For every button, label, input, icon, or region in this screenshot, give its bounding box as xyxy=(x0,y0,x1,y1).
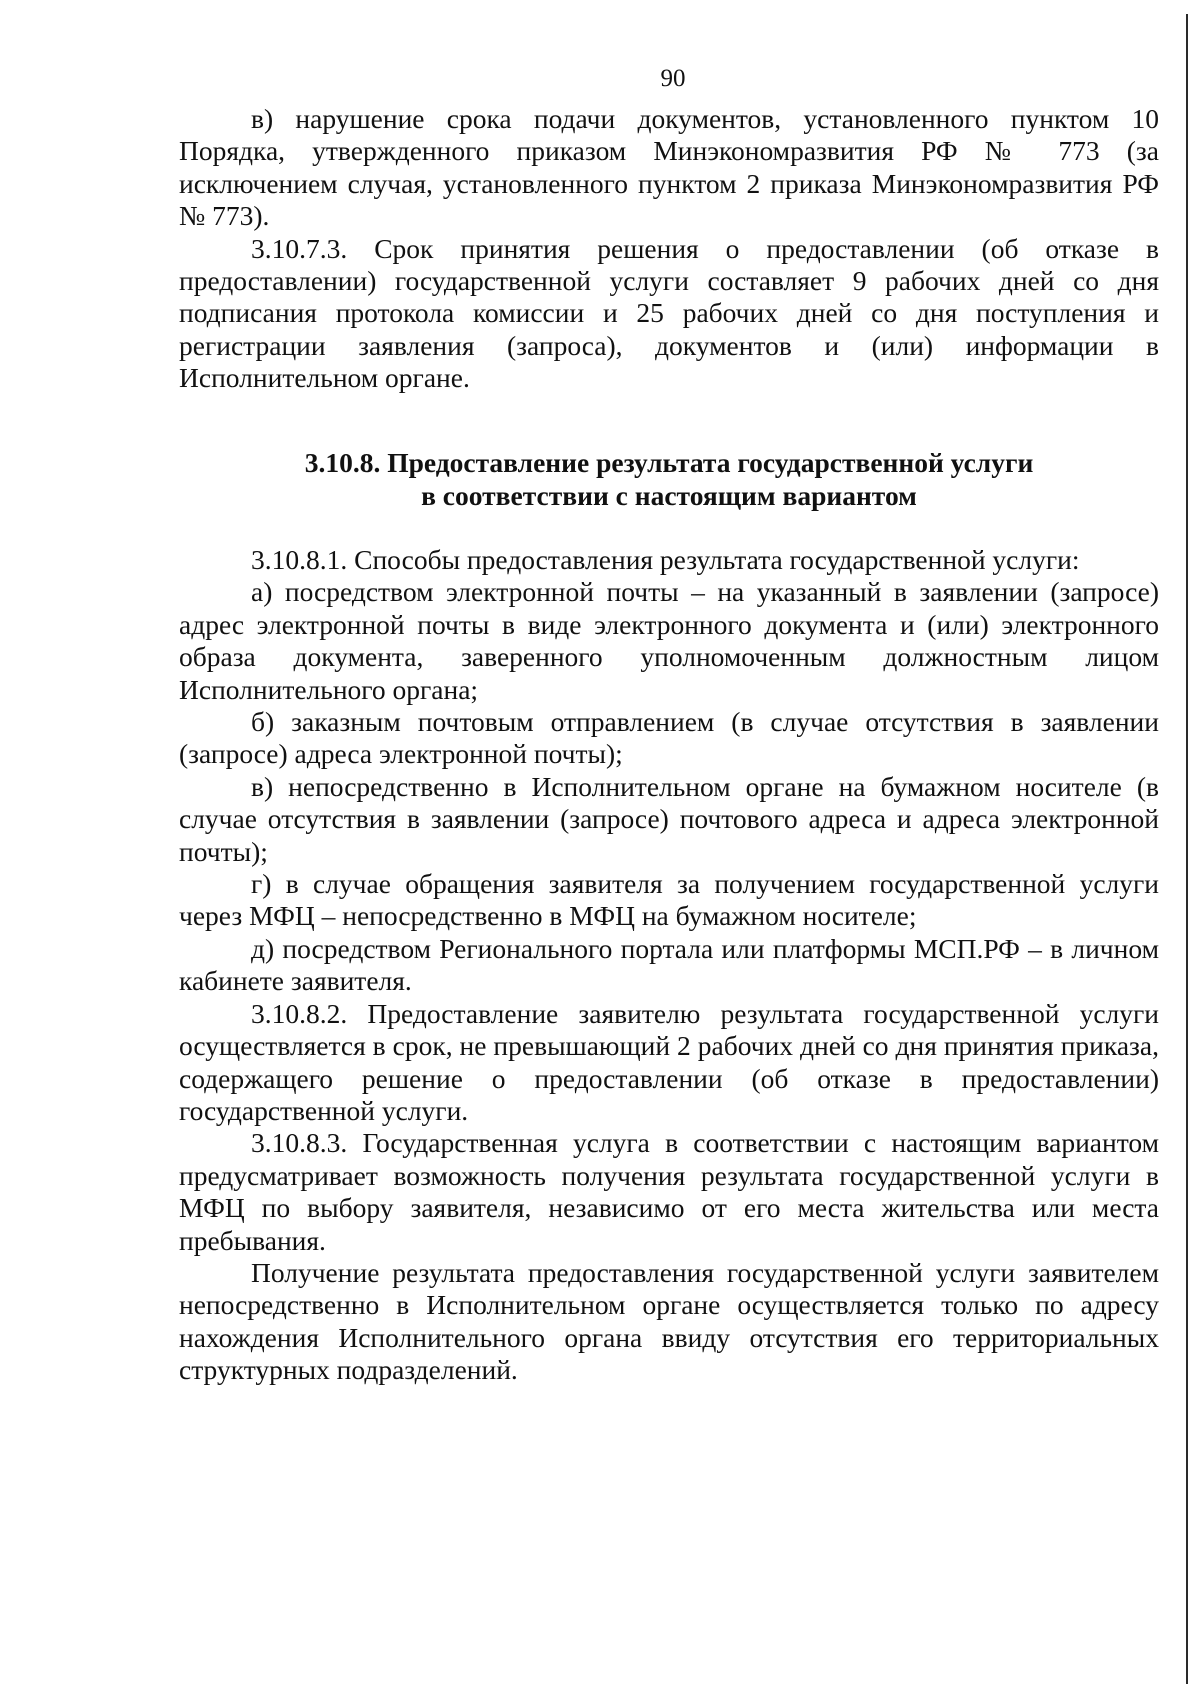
heading-line-2: в соответствии с настоящим вариантом xyxy=(421,480,917,511)
paragraph-3-10-7-3: 3.10.7.3. Срок принятия решения о предоставлении (об отказе в предоставлении) государственной услуги составляет 9 рабочих дней со дня подписания протокола комиссии и 25 рабочих дней со дня поступления и регистрации заявления (запроса), документов и (или) информации в Исполнительном органе. xyxy=(179,232,1159,394)
list-item-g: г) в случае обращения заявителя за получением государственной услуги через МФЦ – непосредственно в МФЦ на бумажном носителе; xyxy=(179,868,1159,932)
list-item-d: д) посредством Регионального портала или платформы МСП.РФ – в личном кабинете заявителя. xyxy=(179,932,1159,997)
main-section xyxy=(179,544,1159,1387)
scan-edge-line xyxy=(1186,14,1188,1684)
list-item-a: а) посредством электронной почты – на указанный в заявлении (запросе) адрес электронной почты в виде электронного документа и (или) электронного образа документа, заверенного уполномоченным должностным лицом Исполнительного органа; xyxy=(179,576,1159,705)
page-number: 90 xyxy=(660,65,686,92)
section-heading xyxy=(179,446,1159,512)
paragraph-result-receipt: Получение результата предоставления государственной услуги заявителем непосредственно в Исполнительном органе осуществляется только по адресу нахождения Исполнительного органа ввиду отсутствия его территориальных структурных подразделений. xyxy=(179,1256,1159,1386)
list-item-b: б) заказным почтовым отправлением (в случае отсутствия в заявлении (запросе) адреса электронной почты); xyxy=(179,706,1159,770)
heading-line-1: 3.10.8. Предоставление результата государственной услуги xyxy=(304,447,1034,478)
list-item-v: в) непосредственно в Исполнительном органе на бумажном носителе (в случае отсутствия в заявлении (запросе) почтового адреса и адреса электронной почты); xyxy=(179,770,1159,867)
paragraph-3-10-8-3: 3.10.8.3. Государственная услуга в соответствии с настоящим вариантом предусматривает возможность получения результата государственной услуги в МФЦ по выбору заявителя, независимо от его места жительства или места пребывания. xyxy=(179,1127,1159,1256)
top-section xyxy=(179,103,1159,395)
paragraph-3-10-8-2: 3.10.8.2. Предоставление заявителю результата государственной услуги осуществляется в срок, не превышающий 2 рабочих дней со дня принятия приказа, содержащего решение о предоставлении (об отказе в предоставлении) государственной услуги. xyxy=(179,997,1159,1126)
paragraph-violation-item-v: в) нарушение срока подачи документов, установленного пунктом 10 Порядка, утвержденного приказом Минэкономразвития РФ № 773 (за исключением случая, установленного пунктом 2 приказа Минэкономразвития РФ № 773). xyxy=(179,103,1159,232)
paragraph-3-10-8-1: 3.10.8.1. Способы предоставления результата государственной услуги: xyxy=(251,544,1080,575)
